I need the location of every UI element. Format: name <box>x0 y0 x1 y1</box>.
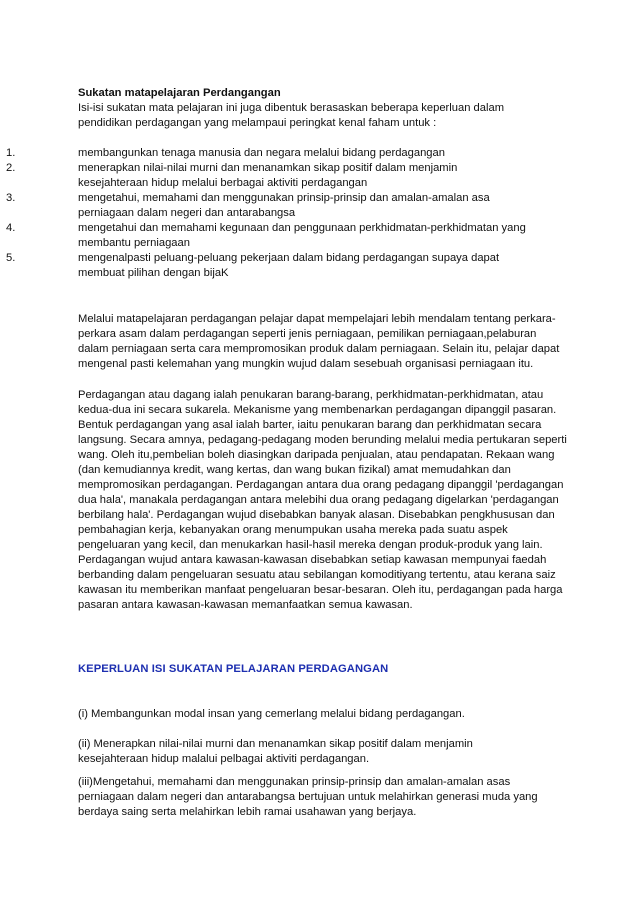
section-title: Sukatan matapelajaran Perdangangan <box>78 87 281 99</box>
objectives-list <box>0 146 600 281</box>
list-item: 1. membangunkan tenaga manusia dan negara melalui bidang perdagangan <box>6 147 445 159</box>
list-item: 3. mengetahui, memahami dan menggunakan prinsip-prinsip dan amalan-amalan asa perniagaan dalam negeri dan antarabangsa <box>6 192 490 219</box>
requirement-item: (ii) Menerapkan nilai-nilai murni dan menanamkan sikap positif dalam menjamin kesejahteraan hidup malalui pelbagai aktiviti perdagangan. <box>78 738 473 765</box>
paragraph-1: Melalui matapelajaran perdagangan pelajar dapat mempelajari lebih mendalam tentang perkara-perkara asam dalam perdagangan seperti jenis perniagaan, pemilikan perniagaan,pelaburan dalam perniagaan serta cara mempromosikan produk dalam perniagaan. Selain itu, pelajar dapat mengenal pasti kelemahan yang mungkin wujud dalam sesebuah organisasi perniagaan itu. <box>78 313 560 370</box>
intro-text: Isi-isi sukatan mata pelajaran ini juga dibentuk berasaskan beberapa keperluan dalam pendidikan perdagangan yang melampaui peringkat kenal faham untuk : <box>78 102 505 129</box>
requirement-item: (iii)Mengetahui, memahami dan menggunakan prinsip-prinsip dan amalan-amalan asas perniagaan dalam negeri dan antarabangsa bertujuan untuk melahirkan generasi muda yang berdaya saing serta melahirkan lebih ramai usahawan yang berjaya. <box>78 776 538 818</box>
list-item: 5. mengenalpasti peluang-peluang pekerjaan dalam bidang perdagangan supaya dapat membuat pilihan dengan bijaK <box>6 252 500 279</box>
list-item: 4. mengetahui dan memahami kegunaan dan penggunaan perkhidmatan-perkhidmatan yang membantu perniagaan <box>6 222 526 249</box>
paragraph-2: Perdagangan atau dagang ialah penukaran barang-barang, perkhidmatan-perkhidmatan, atau kedua-dua ini secara sukarela. Mekanisme yang membenarkan perdagangan dipanggil pasaran. Bentuk perdagangan yang asal ialah barter, iaitu penukaran barang dan perkhidmatan secara langsung. Secara amnya, pedagang-pedagang moden berunding melalui media pertukaran seperti wang. Oleh itu,pembelian boleh diasingkan daripada penjualan, atau pendapatan. Rekaan wang (dan kemudiannya kredit, wang kertas, dan wang bukan fizikal) amat memudahkan dan mempromosikan perdagangan. Perdagangan antara dua orang pedagang dipanggil 'perdagangan dua hala', manakala perdagangan antara melebihi dua orang pedagang digelarkan 'perdagangan berbilang hala'. Perdagangan wujud disebabkan banyak alasan. Disebabkan pengkhususan dan pembahagian kerja, kebanyakan orang menumpukan usaha mereka pada suatu aspek pengeluaran yang kecil, dan menukarkan hasil-hasil mereka dengan produk-produk yang lain. Perdagangan wujud antara kawasan-kawasan disebabkan setiap kawasan mempunyai faedah berbanding dalam pengeluaran sesuatu atau sebilangan komoditiyang tertentu, atau kerana saiz kawasan itu memberikan manfaat pengeluaran besar-besaran. Oleh itu, perdagangan pada harga pasaran antara kawasan-kawasan memanfaatkan semua kawasan. <box>78 389 567 611</box>
list-item: 2. menerapkan nilai-nilai murni dan menanamkan sikap positif dalam menjamin kesejahteraan hidup melalui berbagai aktiviti perdagangan <box>6 162 458 189</box>
section-heading: KEPERLUAN ISI SUKATAN PELAJARAN PERDAGANGAN <box>78 663 389 675</box>
requirement-item: (i) Membangunkan modal insan yang cemerlang melalui bidang perdagangan. <box>78 708 465 720</box>
intro-section <box>78 86 578 131</box>
